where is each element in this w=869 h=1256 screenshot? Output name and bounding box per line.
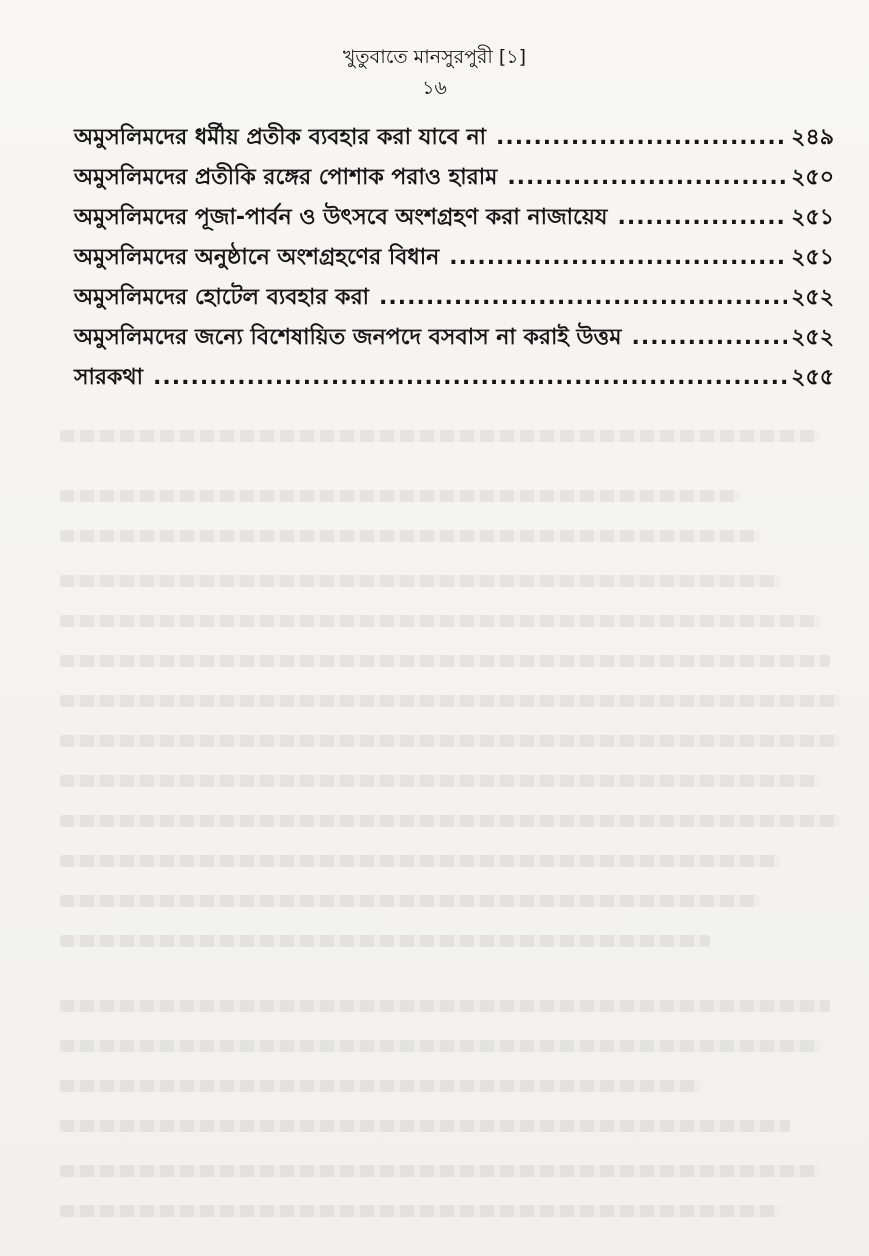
toc-entry-page: ২৫৫: [791, 365, 834, 390]
show-through-line: [60, 735, 840, 747]
toc-entry-page: ২৪৯: [791, 125, 834, 150]
show-through-line: [60, 1040, 820, 1052]
toc-entry: [74, 120, 834, 160]
toc-entry: [74, 200, 834, 240]
toc-entry-title: অমুসলিমদের ধর্মীয় প্রতীক ব্যবহার করা যাবে না: [74, 125, 487, 150]
dot-leader: [496, 120, 787, 156]
dot-leader: [379, 280, 787, 316]
toc-entry-title: অমুসলিমদের হোটেল ব্যবহার করা: [74, 285, 370, 310]
dot-leader: [507, 160, 787, 196]
show-through-line: [60, 1000, 830, 1012]
toc-entry-title: সারকথা: [74, 365, 144, 390]
show-through-line: [60, 530, 760, 542]
show-through-line: [60, 575, 780, 587]
show-through-line: [60, 895, 760, 907]
show-through-line: [60, 935, 710, 947]
toc-entry-page: ২৫২: [791, 285, 834, 310]
toc-entry-page: ২৫০: [791, 165, 834, 190]
table-of-contents: [74, 120, 834, 400]
show-through-line: [60, 855, 780, 867]
show-through-line: [60, 655, 830, 667]
toc-entry-title: অমুসলিমদের পূজা-পার্বন ও উৎসবে অংশগ্রহণ করা নাজায়েয: [74, 205, 608, 230]
show-through-texture: [60, 400, 840, 1250]
show-through-line: [60, 615, 820, 627]
running-header: খুতুবাতে মানসুরপুরী [১]: [342, 46, 527, 68]
toc-entry-title: অমুসলিমদের অনুষ্ঠানে অংশগ্রহণের বিধান: [74, 245, 440, 270]
show-through-line: [60, 815, 840, 827]
show-through-line: [60, 430, 820, 442]
show-through-line: [60, 1120, 790, 1132]
show-through-line: [60, 1205, 780, 1217]
toc-entry-page: ২৫১: [791, 205, 834, 230]
show-through-line: [60, 1080, 700, 1092]
toc-entry-page: ২৫২: [791, 325, 834, 350]
page-number: ১৬: [422, 77, 447, 99]
dot-leader: [617, 200, 787, 236]
toc-entry: [74, 320, 834, 360]
dot-leader: [153, 360, 787, 396]
show-through-line: [60, 775, 820, 787]
toc-entry: [74, 160, 834, 200]
dot-leader: [449, 240, 787, 276]
toc-entry-title: অমুসলিমদের প্রতীকি রঙ্গের পোশাক পরাও হারাম: [74, 165, 498, 190]
toc-entry-page: ২৫১: [791, 245, 834, 270]
show-through-line: [60, 1165, 820, 1177]
toc-entry: [74, 280, 834, 320]
show-through-line: [60, 695, 840, 707]
toc-entry: [74, 360, 834, 400]
toc-entry: [74, 240, 834, 280]
toc-entry-title: অমুসলিমদের জন্যে বিশেষায়িত জনপদে বসবাস না করাই উত্তম: [74, 325, 622, 350]
dot-leader: [632, 320, 788, 356]
show-through-line: [60, 490, 740, 502]
